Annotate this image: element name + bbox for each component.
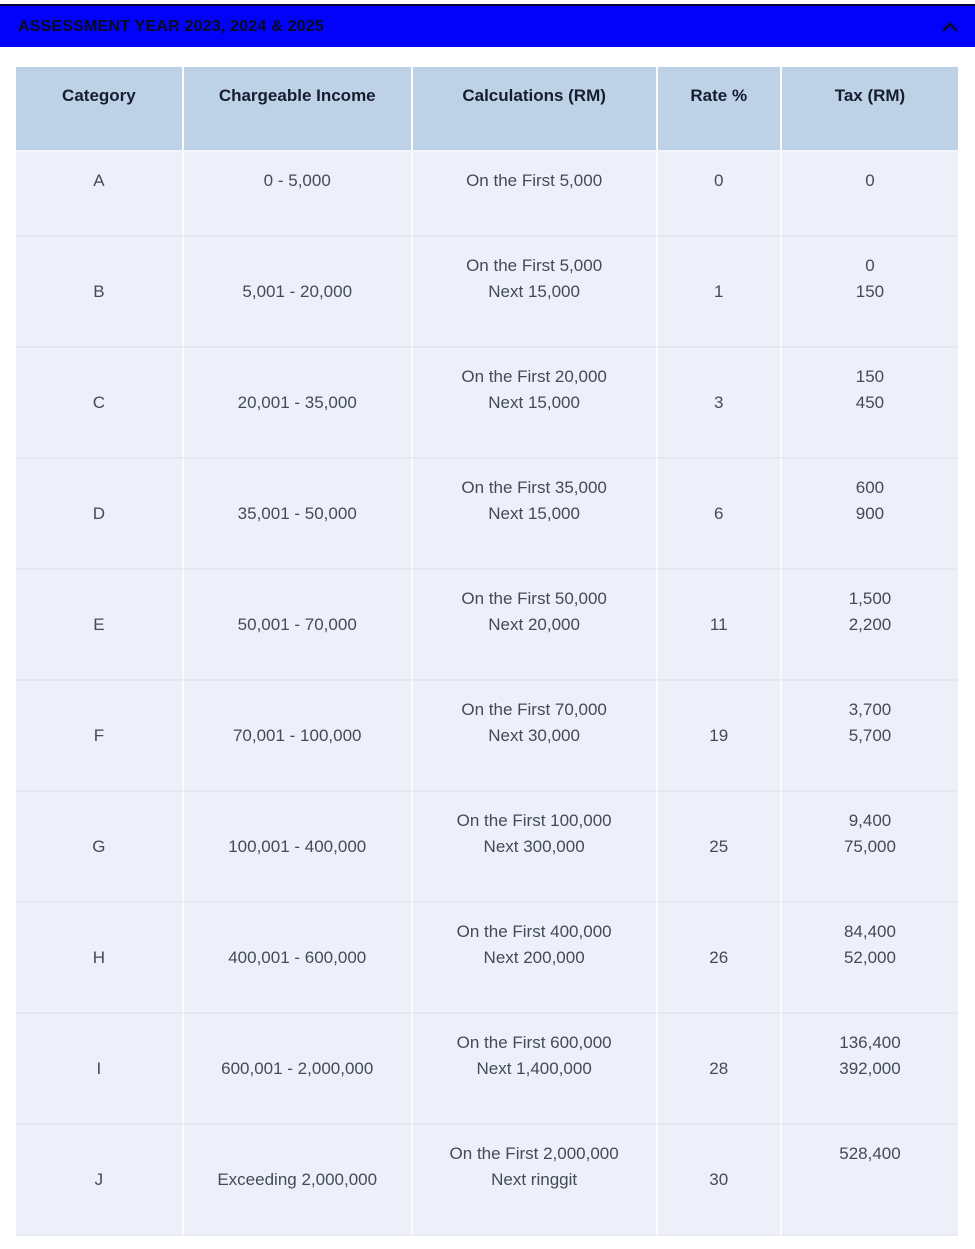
category-value: I xyxy=(96,1059,102,1078)
header-rate: Rate % xyxy=(656,67,780,152)
category-value: C xyxy=(92,393,106,412)
income-value: 100,001 - 400,000 xyxy=(228,837,367,856)
category-value: G xyxy=(92,837,106,856)
tax-line: 3,700 xyxy=(848,700,892,719)
cell-calculations xyxy=(411,679,656,790)
tax-line: 150 xyxy=(855,367,885,386)
cell-category xyxy=(16,901,182,1012)
income-value: 0 - 5,000 xyxy=(263,171,331,190)
tax-line: 0 xyxy=(865,256,875,275)
tax-line: 450 xyxy=(855,393,885,412)
table-row xyxy=(16,1012,958,1123)
income-value: 5,001 - 20,000 xyxy=(242,282,353,301)
cell-rate xyxy=(656,790,780,901)
tax-line: 150 xyxy=(855,282,885,301)
calc-line: Next 15,000 xyxy=(488,504,580,523)
cell-category xyxy=(16,679,182,790)
header-category: Category xyxy=(16,67,182,152)
calc-line: Next 15,000 xyxy=(488,282,580,301)
tax-line: 136,400 xyxy=(839,1033,901,1052)
cell-rate xyxy=(656,346,780,457)
cell-calculations xyxy=(411,1012,656,1123)
table-row xyxy=(16,901,958,1012)
rate-value: 1 xyxy=(714,282,724,301)
tax-line: 75,000 xyxy=(843,837,896,856)
calc-line: Next 200,000 xyxy=(483,948,585,967)
cell-tax xyxy=(780,1012,958,1123)
cell-category xyxy=(16,457,182,568)
tax-line: 5,700 xyxy=(848,726,892,745)
cell-category xyxy=(16,235,182,346)
header-calculations: Calculations (RM) xyxy=(411,67,656,152)
cell-chargeable-income xyxy=(182,1123,411,1236)
cell-calculations xyxy=(411,235,656,346)
cell-category xyxy=(16,790,182,901)
table-row xyxy=(16,568,958,679)
category-value: D xyxy=(92,504,106,523)
rate-value: 26 xyxy=(709,948,729,967)
calc-line: On the First 600,000 xyxy=(456,1033,612,1052)
cell-calculations xyxy=(411,568,656,679)
income-value: 600,001 - 2,000,000 xyxy=(221,1059,374,1078)
calc-line: On the First 50,000 xyxy=(461,589,607,608)
cell-calculations xyxy=(411,346,656,457)
cell-chargeable-income xyxy=(182,152,411,235)
tax-line: 84,400 xyxy=(843,922,896,941)
tax-line: 900 xyxy=(855,504,885,523)
cell-tax xyxy=(780,790,958,901)
cell-category xyxy=(16,1123,182,1236)
cell-chargeable-income xyxy=(182,568,411,679)
calc-line: On the First 400,000 xyxy=(456,922,612,941)
cell-chargeable-income xyxy=(182,235,411,346)
cell-rate xyxy=(656,1012,780,1123)
cell-tax xyxy=(780,901,958,1012)
calc-line: On the First 20,000 xyxy=(461,367,607,386)
cell-tax xyxy=(780,568,958,679)
tax-table-container xyxy=(16,67,958,1236)
income-value: Exceeding 2,000,000 xyxy=(217,1170,378,1189)
rate-value: 0 xyxy=(714,171,724,190)
cell-category xyxy=(16,1012,182,1123)
table-row xyxy=(16,346,958,457)
cell-calculations xyxy=(411,790,656,901)
tax-line: 528,400 xyxy=(839,1144,901,1163)
table-row xyxy=(16,679,958,790)
tax-line: 600 xyxy=(855,478,885,497)
calc-line: On the First 5,000 xyxy=(466,171,603,190)
calc-line: Next 300,000 xyxy=(483,837,585,856)
rate-value: 28 xyxy=(709,1059,729,1078)
table-header-row xyxy=(16,67,958,152)
cell-rate xyxy=(656,568,780,679)
category-value: H xyxy=(92,948,106,967)
income-value: 50,001 - 70,000 xyxy=(237,615,357,634)
calc-line: On the First 100,000 xyxy=(456,811,612,830)
tax-line: 52,000 xyxy=(843,948,896,967)
cell-tax xyxy=(780,679,958,790)
rate-value: 25 xyxy=(709,837,729,856)
cell-chargeable-income xyxy=(182,901,411,1012)
calc-line: Next 30,000 xyxy=(488,726,580,745)
tax-line: 9,400 xyxy=(848,811,892,830)
cell-tax xyxy=(780,457,958,568)
calc-line: On the First 35,000 xyxy=(461,478,607,497)
cell-tax xyxy=(780,346,958,457)
cell-category xyxy=(16,568,182,679)
rate-value: 3 xyxy=(714,393,724,412)
cell-chargeable-income xyxy=(182,1012,411,1123)
income-value: 35,001 - 50,000 xyxy=(237,504,357,523)
cell-calculations xyxy=(411,1123,656,1236)
tax-line: 392,000 xyxy=(839,1059,901,1078)
cell-rate xyxy=(656,152,780,235)
tax-rate-table xyxy=(16,67,958,1236)
cell-tax xyxy=(780,1123,958,1236)
tax-line: 2,200 xyxy=(848,615,892,634)
tax-line xyxy=(788,1167,952,1193)
cell-chargeable-income xyxy=(182,346,411,457)
cell-rate xyxy=(656,1123,780,1236)
page xyxy=(0,4,975,1236)
table-row xyxy=(16,457,958,568)
cell-rate xyxy=(656,457,780,568)
header-chargeable-income: Chargeable Income xyxy=(182,67,411,152)
tax-line: 1,500 xyxy=(848,589,892,608)
category-value: E xyxy=(93,615,105,634)
income-value: 70,001 - 100,000 xyxy=(232,726,362,745)
cell-rate xyxy=(656,679,780,790)
table-row xyxy=(16,1123,958,1236)
category-value: A xyxy=(93,171,105,190)
income-value: 400,001 - 600,000 xyxy=(228,948,367,967)
chevron-up-icon[interactable] xyxy=(942,22,958,32)
rate-value: 30 xyxy=(709,1170,729,1189)
category-value: J xyxy=(94,1170,104,1189)
accordion-header[interactable] xyxy=(0,4,975,47)
cell-chargeable-income xyxy=(182,679,411,790)
cell-chargeable-income xyxy=(182,457,411,568)
calc-line: On the First 70,000 xyxy=(461,700,607,719)
header-tax: Tax (RM) xyxy=(780,67,958,152)
calc-line: Next 1,400,000 xyxy=(476,1059,592,1078)
cell-calculations xyxy=(411,457,656,568)
cell-chargeable-income xyxy=(182,790,411,901)
calc-line: Next ringgit xyxy=(491,1170,578,1189)
rate-value: 11 xyxy=(709,615,728,634)
table-row xyxy=(16,790,958,901)
calc-line: Next 20,000 xyxy=(488,615,580,634)
rate-value: 6 xyxy=(714,504,724,523)
calc-line: Next 15,000 xyxy=(488,393,580,412)
category-value: B xyxy=(93,282,105,301)
table-row xyxy=(16,152,958,235)
cell-rate xyxy=(656,901,780,1012)
income-value: 20,001 - 35,000 xyxy=(237,393,357,412)
cell-calculations xyxy=(411,152,656,235)
cell-tax xyxy=(780,152,958,235)
cell-tax xyxy=(780,235,958,346)
tax-line: 0 xyxy=(865,171,875,190)
calc-line: On the First 5,000 xyxy=(466,256,603,275)
cell-category xyxy=(16,152,182,235)
category-value: F xyxy=(93,726,105,745)
rate-value: 19 xyxy=(709,726,729,745)
cell-rate xyxy=(656,235,780,346)
calc-line: On the First 2,000,000 xyxy=(449,1144,619,1163)
cell-calculations xyxy=(411,901,656,1012)
cell-category xyxy=(16,346,182,457)
accordion-title: ASSESSMENT YEAR 2023, 2024 & 2025 xyxy=(18,17,325,35)
table-row xyxy=(16,235,958,346)
